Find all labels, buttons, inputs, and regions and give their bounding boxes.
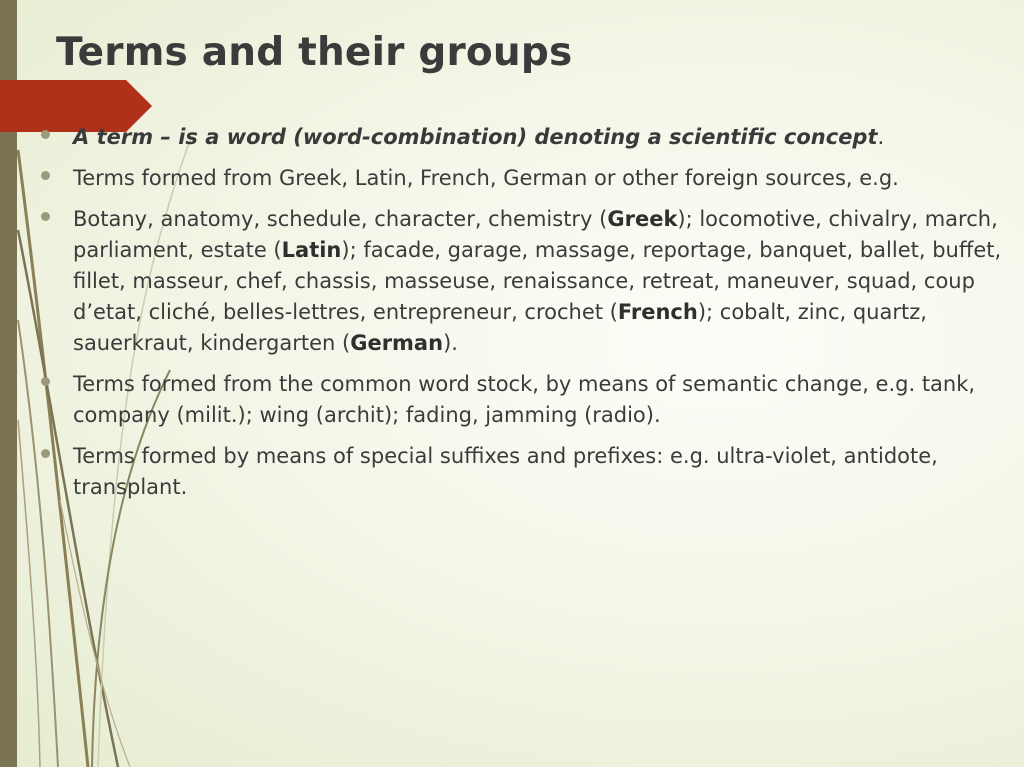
examples-text-1: Botany, anatomy, schedule, character, chemistry ( [73, 207, 608, 231]
origin-greek: Greek [607, 207, 678, 231]
examples-text-3: ); facade, garage, massage, reportage, banquet, ballet, buffet, fillet, masseur, chef, chassis, masseuse, renaissance, retreat, maneuver, squad, coup d’etat, cliché, belles-lettres, entrepreneur, crochet ( [73, 238, 1002, 324]
bullet-examples [40, 204, 1015, 359]
bullet-affixes [40, 441, 1015, 503]
bullet-list [40, 122, 1015, 513]
bullet-dot-icon [41, 212, 50, 221]
slide-title: Terms and their groups [56, 30, 573, 75]
bullet-dot-icon [41, 377, 50, 386]
origin-german: German [350, 331, 444, 355]
bullet-dot-icon [41, 171, 50, 180]
bullet-common-stock [40, 369, 1015, 431]
definition-end: . [877, 125, 885, 149]
bullet-definition [40, 122, 1015, 153]
examples-text-2: ); locomotive, chivalry, march, parliament, estate ( [73, 207, 998, 262]
bullet-text: Terms formed by means of special suffixes and prefixes: e.g. ultra-violet, antidote, transplant. [73, 444, 938, 499]
bullet-dot-icon [41, 449, 50, 458]
bullet-foreign-sources [40, 163, 1015, 194]
bullet-dot-icon [41, 130, 50, 139]
bullet-text: Terms formed from Greek, Latin, French, German or other foreign sources, e.g. [73, 166, 899, 190]
origin-latin: Latin [281, 238, 342, 262]
bullet-text: Terms formed from the common word stock, by means of semantic change, e.g. tank, company (milit.); wing (archit); fading, jamming (radio). [73, 372, 976, 427]
examples-text-4: ); cobalt, zinc, quartz, sauerkraut, kindergarten ( [73, 300, 927, 355]
term-definition: A term – is a word (word-combination) denoting a scientific concept [73, 125, 878, 149]
examples-text-5: ). [443, 331, 458, 355]
origin-french: French [617, 300, 698, 324]
